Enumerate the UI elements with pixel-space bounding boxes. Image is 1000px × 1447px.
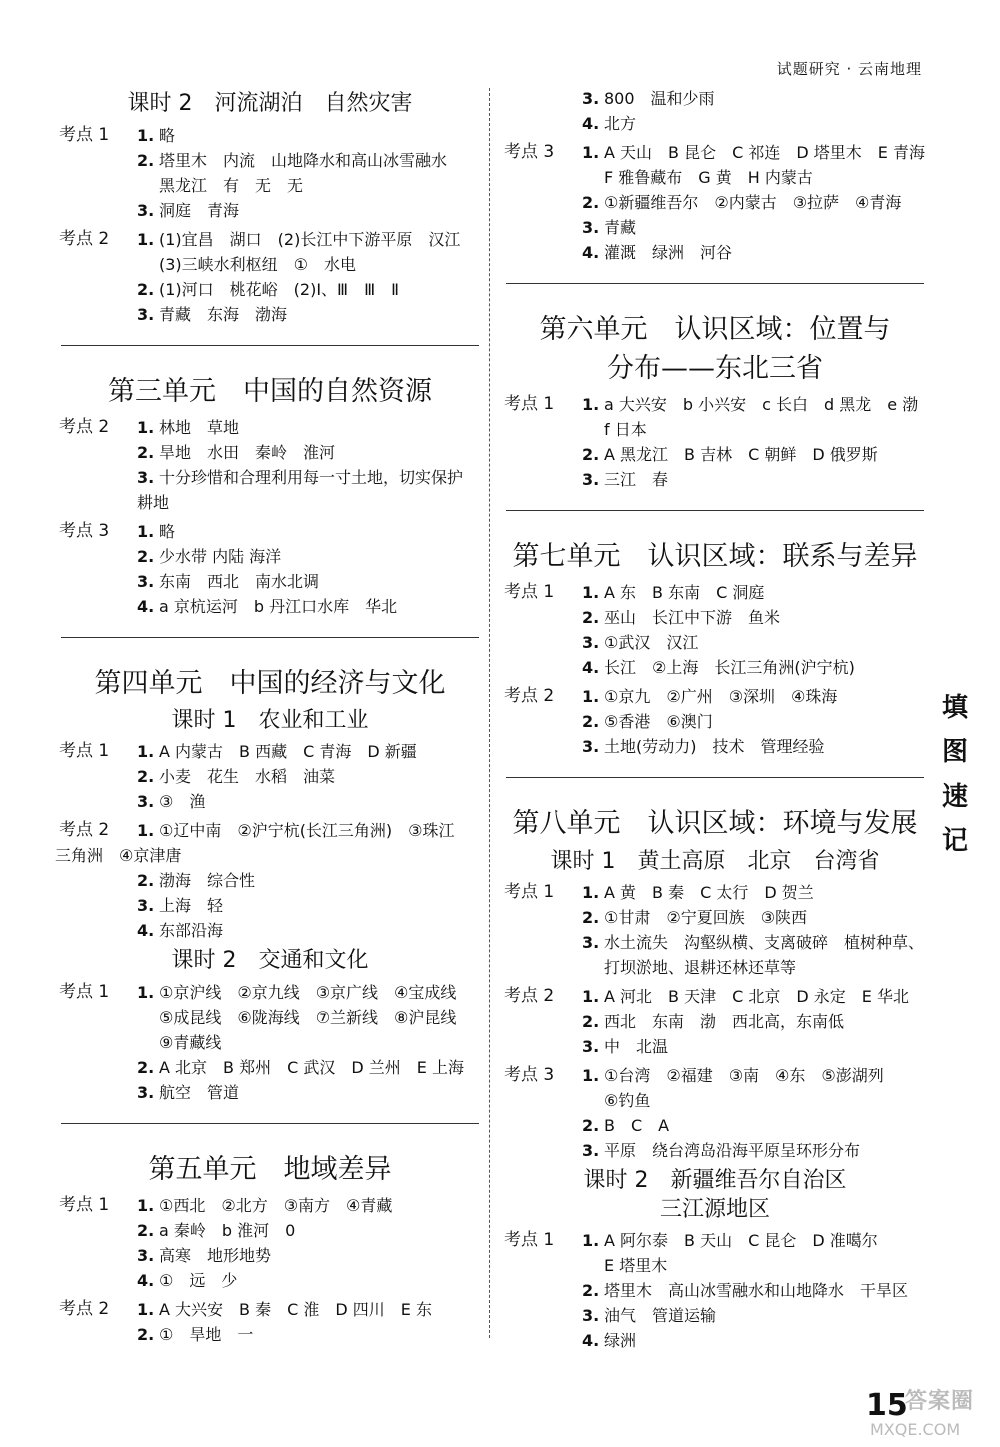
section-divider <box>506 777 924 778</box>
answer-item: 2. 塔里木 高山冰雪融水和山地降水 干旱区 <box>582 1281 909 1301</box>
exam-point-block <box>500 880 930 980</box>
answer-item: 1. 林地 草地 <box>137 417 240 437</box>
left-column <box>55 86 485 1351</box>
answer-item: 2. 渤海 综合性 <box>137 871 256 891</box>
exam-point-block <box>500 984 930 1059</box>
exam-point-label: 考点 2 <box>504 986 555 1007</box>
exam-point-label: 考点 1 <box>59 124 110 145</box>
exam-point-block <box>500 580 930 680</box>
lesson-title: 课时 1 农业和工业 <box>171 707 369 733</box>
answer-item: 2. a 秦岭 b 淮河 0 <box>137 1221 296 1241</box>
answer-item: 4. 绿洲 <box>582 1331 637 1351</box>
answer-item: 2. 巫山 长江中下游 鱼米 <box>582 608 781 628</box>
exam-point-block <box>500 1228 930 1353</box>
column-divider <box>489 88 490 1338</box>
answer-item: 3. ①武汉 汉江 <box>582 633 699 653</box>
right-column <box>500 86 930 1357</box>
exam-point-label: 考点 2 <box>59 228 110 249</box>
answer-item: 2. 塔里木 内流 山地降水和高山冰雪融水 黑龙江 有 无 无 <box>137 150 448 195</box>
exam-point-label: 考点 1 <box>504 882 555 903</box>
exam-point-block <box>55 1297 485 1347</box>
exam-point-block <box>55 980 485 1105</box>
answer-item: 1. A 黄 B 秦 C 太行 D 贺兰 <box>582 883 814 903</box>
answer-item: 4. ① 远 少 <box>137 1271 238 1291</box>
exam-point-block <box>55 519 485 619</box>
answer-item: 1. (1)宜昌 湖口 (2)长江中下游平原 汉江 (3)三峡水利枢纽 ① 水电 <box>137 229 461 274</box>
exam-point-block <box>55 123 485 223</box>
exam-point-block <box>500 392 930 492</box>
answer-item: 3. 土地(劳动力) 技术 管理经验 <box>582 737 825 757</box>
answer-item: 2. 旱地 水田 秦岭 淮河 <box>137 442 336 462</box>
side-tab <box>937 683 973 861</box>
section-divider <box>61 637 479 638</box>
answer-item: 3. 东南 西北 南水北调 <box>137 571 320 591</box>
answer-item: 3. ③ 渔 <box>137 792 206 812</box>
section-divider <box>61 345 479 346</box>
answer-item: 1. ①京沪线 ②京九线 ③京广线 ④宝成线 ⑤成昆线 ⑥陇海线 ⑦兰新线 ⑧沪昆线 ⑨青藏线 <box>137 983 457 1053</box>
section-divider <box>61 1123 479 1124</box>
answer-item: 1. A 内蒙古 B 西藏 C 青海 D 新疆 <box>137 742 417 762</box>
exam-point-label: 考点 1 <box>59 982 110 1003</box>
answer-item: 3. 中 北温 <box>582 1037 669 1057</box>
answer-item: 2. 少水带 内陆 海洋 <box>137 546 282 566</box>
answer-item: 3. 青藏 东海 渤海 <box>137 304 288 324</box>
answer-item: 3. 水土流失 沟壑纵横、支离破碎 植树种草、 打坝淤地、退耕还林还草等 <box>582 933 925 978</box>
answer-item: 1. A 天山 B 昆仑 C 祁连 D 塔里木 E 青海 F 雅鲁藏布 G 黄 H 内蒙古 <box>582 143 925 187</box>
answer-item: 4. 东部沿海 <box>137 921 224 941</box>
lesson-title: 课时 1 黄土高原 北京 台湾省 <box>550 848 880 874</box>
watermark-url: MXQE.COM <box>870 1420 961 1439</box>
exam-point-label: 考点 1 <box>504 582 555 603</box>
answer-item: 2. (1)河口 桃花峪 (2)Ⅰ、Ⅲ Ⅲ Ⅱ <box>137 279 399 299</box>
answer-item: 1. A 大兴安 B 秦 C 淮 D 四川 E 东 <box>137 1300 432 1320</box>
exam-point-block <box>55 1193 485 1293</box>
section-divider <box>506 283 924 284</box>
answer-item: 4. a 京杭运河 b 丹江口水库 华北 <box>137 596 398 616</box>
exam-point-label: 考点 3 <box>504 1065 555 1086</box>
side-tab-char: 图 <box>941 737 968 768</box>
exam-point-block <box>55 415 485 515</box>
unit-title: 第三单元 中国的自然资源 <box>108 375 432 407</box>
exam-point-label: 考点 1 <box>504 1230 555 1251</box>
answer-item: 2. ⑤香港 ⑥澳门 <box>582 712 713 732</box>
answer-item: 2. A 黑龙江 B 吉林 C 朝鲜 D 俄罗斯 <box>582 445 878 465</box>
exam-point-block <box>55 227 485 327</box>
exam-point-block <box>500 1063 930 1163</box>
side-tab-char: 速 <box>941 781 968 812</box>
unit-title: 第四单元 中国的经济与文化 <box>94 667 446 699</box>
answer-item: 3. 青藏 <box>582 218 637 237</box>
exam-point-label: 考点 3 <box>504 142 555 162</box>
side-tab-char: 记 <box>941 826 968 857</box>
answer-item: 1. 略 <box>137 521 176 541</box>
answer-item: 3. 洞庭 青海 <box>137 200 240 220</box>
answer-item: 4. 北方 <box>582 114 637 133</box>
exam-point-block <box>500 684 930 759</box>
answer-item: 1. ①京九 ②广州 ③深圳 ④珠海 <box>582 687 838 707</box>
answer-item: 3. 平原 绕台湾岛沿海平原呈环形分布 <box>582 1141 861 1161</box>
answer-item: 1. a 大兴安 b 小兴安 c 长白 d 黑龙 e 渤 f 日本 <box>582 395 919 440</box>
unit-title: 第六单元 认识区域：位置与 分布——东北三省 <box>539 314 891 385</box>
answer-item: 3. 800 温和少雨 <box>582 89 715 108</box>
lesson-title: 课时 2 新疆维吾尔自治区 三江源地区 <box>583 1168 847 1222</box>
watermark-logo: 答案圈 <box>905 1389 975 1414</box>
exam-point-label: 考点 3 <box>59 520 110 541</box>
lesson-title: 课时 2 河流湖泊 自然灾害 <box>127 91 413 116</box>
section-divider <box>506 510 924 511</box>
exam-point-label: 考点 2 <box>59 1299 110 1320</box>
answer-item: 2. ① 旱地 一 <box>137 1325 254 1345</box>
answer-item: 1. A 河北 B 天津 C 北京 D 永定 E 华北 <box>582 987 909 1007</box>
answer-item: 1. A 东 B 东南 C 洞庭 <box>582 583 765 603</box>
answer-item: 1. 略 <box>137 125 176 145</box>
answer-item: 2. 西北 东南 渤 西北高，东南低 <box>582 1012 845 1032</box>
exam-point-label: 考点 2 <box>504 686 555 707</box>
answer-item: 3. 十分珍惜和合理利用每一寸土地，切实保护 耕地 <box>137 467 464 512</box>
answer-item: 2. ①新疆维吾尔 ②内蒙古 ③拉萨 ④青海 <box>582 193 902 212</box>
answer-item: 4. 长江 ②上海 长江三角洲(沪宁杭) <box>582 658 855 678</box>
exam-point-label: 考点 2 <box>59 416 110 437</box>
lesson-title: 课时 2 交通和文化 <box>171 948 369 974</box>
answer-item: 3. 上海 轻 <box>137 896 224 916</box>
answer-item: 4. 灌溉 绿洲 河谷 <box>582 243 733 262</box>
unit-title: 第五单元 地域差异 <box>148 1154 392 1186</box>
answer-item: 2. ①甘肃 ②宁夏回族 ③陕西 <box>582 908 808 928</box>
exam-point-block <box>55 818 485 943</box>
exam-point-label: 考点 1 <box>59 741 110 762</box>
answer-item: 3. 三江 春 <box>582 470 669 490</box>
side-tab-char: 填 <box>941 692 968 723</box>
answer-item: 1. ①西北 ②北方 ③南方 ④青藏 <box>137 1196 393 1216</box>
exam-point-label: 考点 2 <box>59 820 110 841</box>
answer-item: 1. A 阿尔泰 B 天山 C 昆仑 D 准噶尔 E 塔里木 <box>582 1231 878 1276</box>
exam-point-block <box>55 739 485 814</box>
running-header: 试题研究 · 云南地理 <box>776 60 922 78</box>
answer-item: 3. 油气 管道运输 <box>582 1306 717 1326</box>
answer-item: 2. B C A <box>582 1116 670 1136</box>
unit-title: 第七单元 认识区域：联系与差异 <box>512 541 918 573</box>
answer-item: 2. 小麦 花生 水稻 油菜 <box>137 767 336 787</box>
page-number: 15 <box>866 1388 908 1423</box>
exam-point-block <box>500 86 930 136</box>
answer-item: 1. ①台湾 ②福建 ③南 ④东 ⑤澎湖列 ⑥钓鱼 <box>582 1066 884 1111</box>
answer-item: 3. 航空 管道 <box>137 1083 240 1103</box>
answer-item: 2. A 北京 B 郑州 C 武汉 D 兰州 E 上海 <box>137 1058 464 1078</box>
answer-item: 1. ①辽中南 ②沪宁杭(长江三角洲) ③珠江 三角洲 ④京津唐 <box>55 821 455 866</box>
exam-point-block <box>500 140 930 265</box>
exam-point-label: 考点 1 <box>504 394 555 415</box>
exam-point-label: 考点 1 <box>59 1195 110 1216</box>
unit-title: 第八单元 认识区域：环境与发展 <box>512 808 918 840</box>
answer-item: 3. 高寒 地形地势 <box>137 1246 272 1266</box>
